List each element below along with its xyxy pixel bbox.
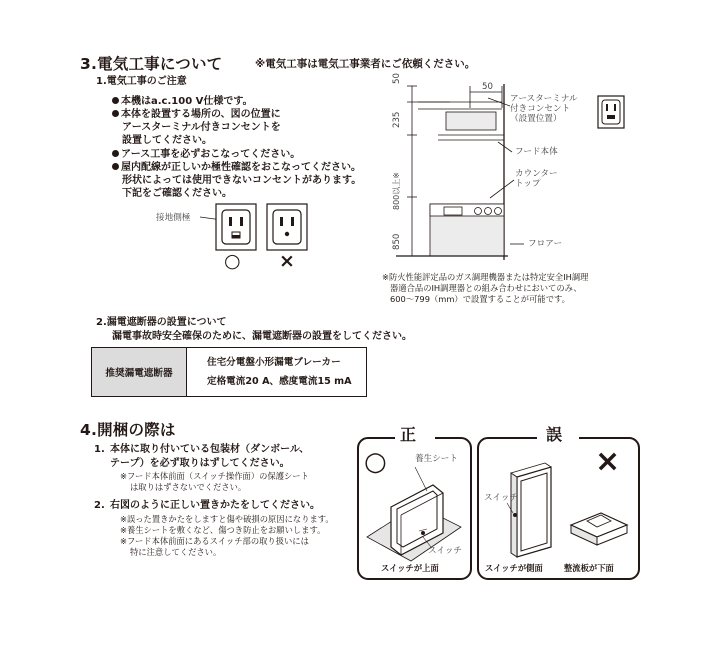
item2-note4: 特に注意してください。 <box>130 547 222 557</box>
correct-switch-label: スイッチ <box>428 546 463 556</box>
floor-label: フロアー <box>528 239 563 249</box>
breaker-table <box>91 347 367 397</box>
breaker-table-header: 推奨漏電遮断器 <box>92 348 187 397</box>
ng-mark: × <box>279 250 295 272</box>
bullet-dot-icon <box>112 110 119 117</box>
outlet-label-3: （設置位置） <box>510 114 562 124</box>
bullet-3 <box>112 148 300 161</box>
bullet-4 <box>112 161 361 174</box>
counter-label-2: トップ <box>515 179 541 189</box>
wrong-title: 誤 <box>546 425 563 444</box>
wrong-switch-label: スイッチ <box>484 493 519 503</box>
footnote-1: ※防火性能評定品のガス調理機器または特定安全IH調理 <box>382 272 589 282</box>
dim-235: 235 <box>392 111 402 128</box>
sub2-heading: 2.漏電遮断器の設置について <box>96 317 227 328</box>
breaker-line-2: 定格電流20 A、感度電流15 mA <box>207 376 352 387</box>
outlet-label-1: アースターミナル <box>510 94 578 104</box>
outlet-label-2: 付きコンセント <box>510 104 571 114</box>
footnote-2: 器適合品のIH調理器との組み合わせにおいてのみ、 <box>390 283 582 293</box>
dim-50: 50 <box>392 73 402 84</box>
bullet-1 <box>112 95 253 108</box>
ground-side-label: 接地側極 <box>156 213 191 223</box>
section4-title: 4.開梱の際は <box>80 421 176 439</box>
footnote-3: 600～799（mm）で設置することが可能です。 <box>390 294 570 304</box>
correct-title: 正 <box>400 425 417 444</box>
bullet-text: 本機はa.c.100 V仕様です。 <box>121 96 253 107</box>
item1-number: 1. <box>94 444 105 455</box>
wall-outlet-icon <box>598 96 624 128</box>
bullet-dot-icon <box>112 150 119 157</box>
dim-850: 850 <box>392 233 402 250</box>
item1-line1: 本体に取り付いている包装材（ダンボール、 <box>110 444 310 455</box>
item2-note1: ※誤った置きかたをしますと傷や破損の原因になります。 <box>120 514 334 524</box>
ok-mark: ○ <box>224 250 241 272</box>
section3-note: ※電気工事は電気工事業者にご依頼ください。 <box>255 58 476 70</box>
item1-line2: テープ）を必ず取りはずしてください。 <box>110 458 290 469</box>
dim-50-top: 50 <box>482 82 493 92</box>
section3-title: 3.電気工事について <box>80 55 223 73</box>
sub2-text: 漏電事故時安全確保のために、漏電遮断器の設置をしてください。 <box>112 331 412 342</box>
bullet-2 <box>112 108 281 121</box>
item2-line1: 右図のように正しい置きかたをしてください。 <box>110 500 320 511</box>
breaker-line-1: 住宅分電盤小形漏電ブレーカー <box>207 357 341 368</box>
counter-label-1: カウンター <box>515 169 558 179</box>
correct-sheet-label: 養生シート <box>415 454 458 464</box>
outlet-correct-icon <box>216 204 256 250</box>
bullet-2-cont-1: アースターミナル付きコンセントを <box>122 122 281 133</box>
breaker-table-body <box>187 348 367 397</box>
bullet-4-cont-1: 形状によっては使用できないコンセントがあります。 <box>122 175 362 186</box>
wrong-caption-2: 整流板が下面 <box>564 563 614 573</box>
item1-note2: は取りはずさないでください。 <box>130 482 247 492</box>
sub1-heading: 1.電気工事のご注意 <box>96 76 187 87</box>
item1-note1: ※フード本体前面（スイッチ操作面）の保護シート <box>120 471 309 481</box>
item2-note3: ※フード本体前面にあるスイッチ部の取り扱いには <box>120 536 309 546</box>
bullet-2-cont-2: 設置してください。 <box>122 135 212 146</box>
bullet-dot-icon <box>112 163 119 170</box>
bullet-4-cont-2: 下記をご確認ください。 <box>122 188 232 199</box>
correct-mark: ○ <box>364 447 387 477</box>
bullet-text: 本体を設置する場所の、図の位置に <box>121 109 281 120</box>
dim-800: 800以上※ <box>392 172 401 210</box>
bullet-dot-icon <box>112 97 119 104</box>
hood-label: フード本体 <box>515 147 558 157</box>
wrong-mark: × <box>595 444 621 479</box>
bullet-text: 屋内配線が正しいか極性確認をおこなってください。 <box>121 162 361 173</box>
item2-note2: ※養生シートを敷くなど、傷つき防止をお願いします。 <box>120 525 326 535</box>
correct-caption: スイッチが上面 <box>381 563 439 573</box>
wrong-caption-1: スイッチが側面 <box>485 563 543 573</box>
bullet-text: アース工事を必ずおこなってください。 <box>121 149 301 160</box>
outlet-wrong-icon <box>267 204 307 250</box>
item2-number: 2. <box>94 500 105 511</box>
